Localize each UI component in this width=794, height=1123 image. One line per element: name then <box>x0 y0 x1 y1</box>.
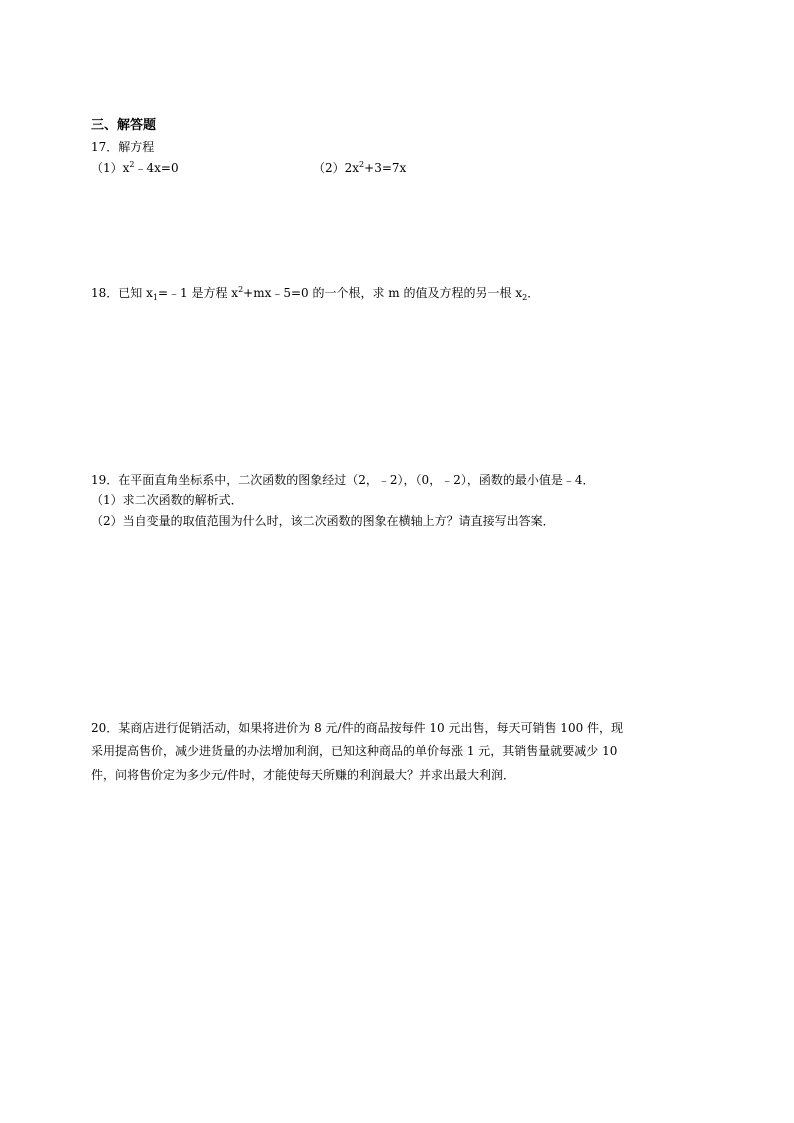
question-18-exponent: 2 <box>238 285 244 294</box>
question-20-line-3: 件，问将售价定为多少元/件时，才能使每天所赚的利润最大？并求出最大利润． <box>91 768 516 782</box>
question-17-part-1-base: x <box>122 161 130 175</box>
question-17-part-2-rest: +3=7x <box>364 161 407 175</box>
question-17-part-2-exponent: 2 <box>359 160 365 169</box>
question-18 <box>91 285 539 301</box>
question-18-text-2: =﹣1 是方程 x <box>157 286 239 300</box>
question-19-stem <box>91 472 594 488</box>
question-18-text-1: 已知 x <box>118 286 153 300</box>
question-17-part-1-label: （1） <box>91 161 123 175</box>
question-18-number: 18． <box>91 286 119 300</box>
question-18-text-3: +mx﹣5=0 的一个根，求 m 的值及方程的另一根 x <box>243 286 523 300</box>
question-19-number: 19． <box>91 473 119 487</box>
question-17-part-1-exponent: 2 <box>129 160 135 169</box>
question-20-line-2: 采用提高售价，减少进货量的办法增加利润，已知这种商品的单价每涨 1 元，其销售量就要减少 10 <box>91 744 618 758</box>
question-19-text: 在平面直角坐标系中，二次函数的图象经过（2，﹣2），（0，﹣2），函数的最小值是﹣4． <box>118 473 595 487</box>
question-17-part-2-label: （2） <box>313 161 345 175</box>
question-19-part-1: （1）求二次函数的解析式． <box>91 493 243 507</box>
section-title: 三、解答题 <box>91 118 157 133</box>
question-17-header <box>91 139 154 155</box>
question-20-text-1: 某商店进行促销活动，如果将进价为 8 元/件的商品按每件 10 元出售，每天可销售 100 件，现 <box>118 721 624 735</box>
question-20-number: 20． <box>91 721 119 735</box>
question-17-part-1 <box>91 160 179 176</box>
question-17-number: 17． <box>91 140 119 154</box>
question-18-subscript-1: 1 <box>152 293 158 302</box>
question-17-part-2-base: 2x <box>344 161 360 175</box>
question-17-prompt: 解方程 <box>118 140 155 154</box>
question-19-part-2: （2）当自变量的取值范围为什么时，该二次函数的图象在横轴上方？请直接写出答案． <box>91 514 555 528</box>
question-20-line-1 <box>91 720 623 736</box>
question-18-text-4: ． <box>527 286 540 300</box>
question-17-part-1-rest: ﹣4x=0 <box>134 161 179 175</box>
question-17-part-2 <box>313 160 406 176</box>
question-18-subscript-2: 2 <box>522 293 528 302</box>
